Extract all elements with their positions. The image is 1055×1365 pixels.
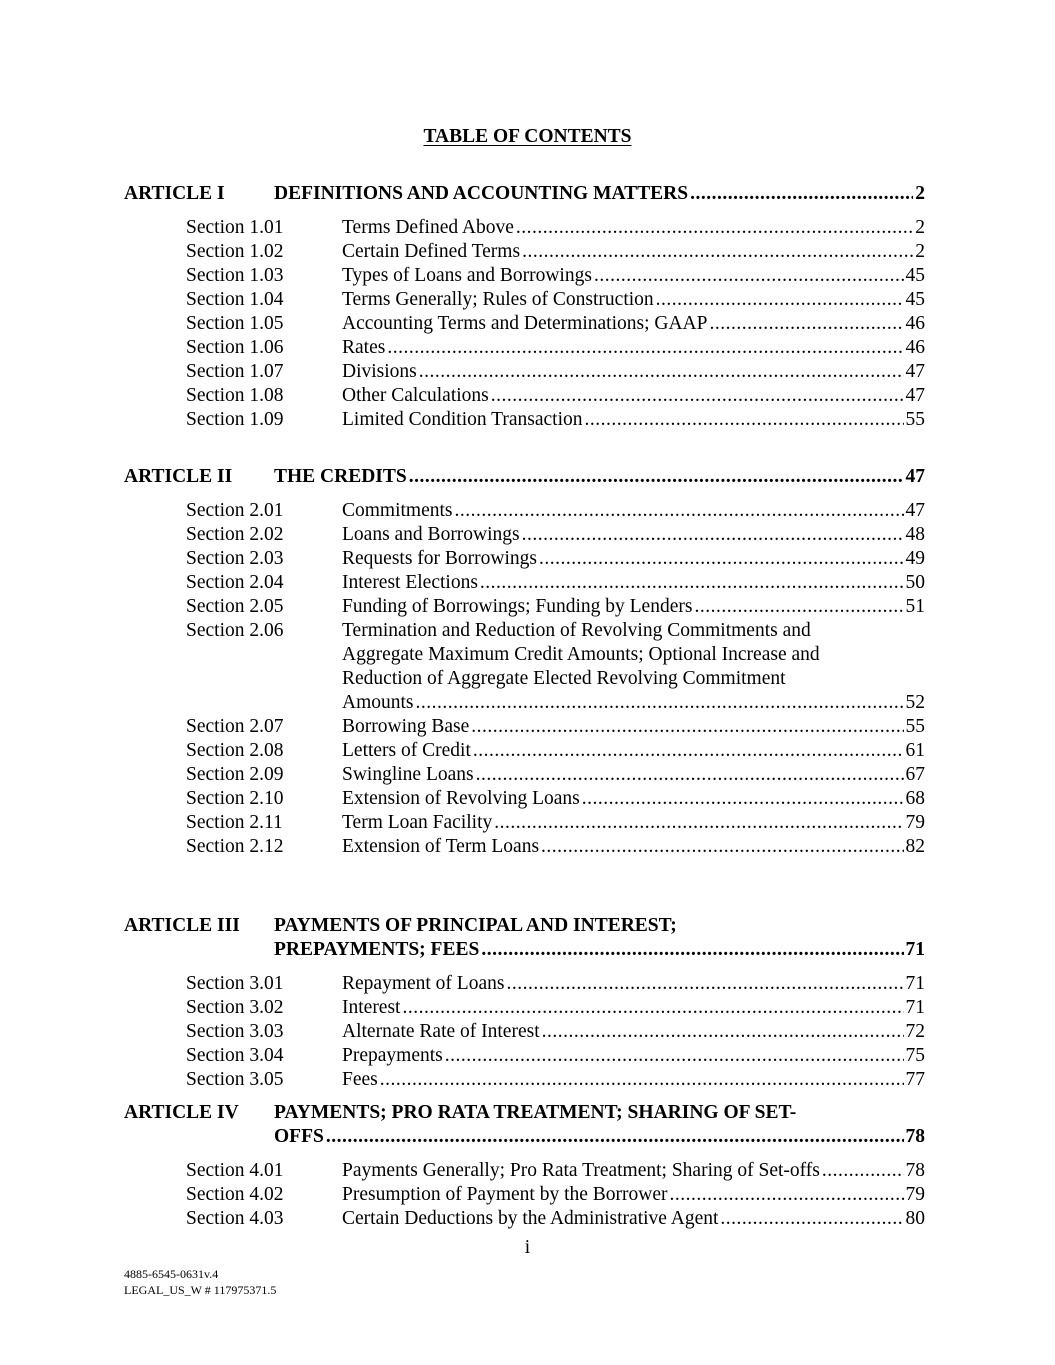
dot-leader: [476, 763, 904, 787]
page-number: 46: [905, 313, 925, 334]
section-title: Accounting Terms and Determinations; GAAP: [342, 313, 708, 334]
dot-leader: [326, 1125, 904, 1149]
page-number: 68: [905, 788, 925, 809]
section-label: Section 4.01: [186, 1160, 284, 1181]
page-number: 46: [905, 337, 925, 358]
toc-section-1-04[interactable]: [186, 288, 925, 312]
dot-leader: [445, 1044, 904, 1068]
article-title-line-2: PREPAYMENTS; FEES: [274, 939, 480, 960]
page-number: 48: [905, 524, 925, 545]
page-number: 78: [905, 1160, 925, 1181]
dot-leader: [402, 996, 903, 1020]
toc-section-1-09[interactable]: [186, 408, 925, 432]
toc-section-1-06[interactable]: [186, 336, 925, 360]
dot-leader: [387, 336, 903, 360]
dot-leader: [720, 1207, 903, 1231]
toc-section-1-07[interactable]: [186, 360, 925, 384]
page-number: 47: [905, 361, 925, 382]
page-number: 79: [905, 1184, 925, 1205]
toc-section-1-08[interactable]: [186, 384, 925, 408]
section-title: Funding of Borrowings; Funding by Lenders: [342, 596, 693, 617]
page-number: 51: [905, 596, 925, 617]
dot-leader: [822, 1159, 904, 1183]
section-label: Section 1.03: [186, 265, 284, 286]
page-number: 2: [915, 217, 925, 238]
section-title: Loans and Borrowings: [342, 524, 520, 545]
page-number: 55: [905, 716, 925, 737]
section-title: Divisions: [342, 361, 417, 382]
page-number: 49: [905, 548, 925, 569]
section-label: Section 2.12: [186, 836, 284, 857]
toc-section-4-03[interactable]: [186, 1207, 925, 1231]
page-number: 80: [905, 1208, 925, 1229]
dot-leader: [380, 1068, 904, 1092]
toc-section-1-02[interactable]: [186, 240, 925, 264]
section-label: Section 3.04: [186, 1045, 284, 1066]
section-label: Section 1.06: [186, 337, 284, 358]
section-label: Section 2.07: [186, 716, 284, 737]
section-title: Requests for Borrowings: [342, 548, 537, 569]
section-label: Section 3.05: [186, 1069, 284, 1090]
dot-leader: [539, 547, 904, 571]
section-title: Certain Defined Terms: [342, 241, 521, 262]
toc-section-2-09[interactable]: [186, 763, 925, 787]
toc-article-1[interactable]: [124, 182, 925, 206]
dot-leader: [491, 384, 904, 408]
page-number: 2: [915, 183, 925, 204]
section-label: Section 2.11: [186, 812, 283, 833]
section-label: Section 4.02: [186, 1184, 284, 1205]
dot-leader: [585, 408, 904, 432]
page-number: 75: [905, 1045, 925, 1066]
toc-section-2-06[interactable]: [186, 619, 925, 643]
section-title: Term Loan Facility: [342, 812, 493, 833]
page-number: 67: [905, 764, 925, 785]
section-label: Section 2.02: [186, 524, 284, 545]
section-title-line-3: Reduction of Aggregate Elected Revolving Commitment: [342, 668, 786, 689]
toc-section-3-05[interactable]: [186, 1068, 925, 1092]
section-title: Payments Generally; Pro Rata Treatment; Sharing of Set-offs: [342, 1160, 820, 1181]
page-number: 45: [905, 289, 925, 310]
section-label: Section 2.06: [186, 620, 284, 641]
section-title: Extension of Term Loans: [342, 836, 540, 857]
page-number: 61: [905, 740, 925, 761]
toc-section-3-01[interactable]: [186, 972, 925, 996]
toc-section-2-11[interactable]: [186, 811, 925, 835]
toc-section-4-02[interactable]: [186, 1183, 925, 1207]
section-title: Extension of Revolving Loans: [342, 788, 580, 809]
dot-leader: [522, 523, 904, 547]
toc-section-1-03[interactable]: [186, 264, 925, 288]
dot-leader: [480, 571, 904, 595]
section-title: Rates: [342, 337, 386, 358]
dot-leader: [656, 288, 904, 312]
section-title: Interest Elections: [342, 572, 478, 593]
section-title: Letters of Credit: [342, 740, 471, 761]
dot-leader: [690, 182, 913, 206]
section-title: Alternate Rate of Interest: [342, 1021, 540, 1042]
page-number: 78: [905, 1126, 925, 1147]
section-title: Types of Loans and Borrowings: [342, 265, 592, 286]
toc-section-2-06-cont: [186, 667, 925, 691]
toc-article-4-cont: [124, 1125, 925, 1149]
toc-section-2-05[interactable]: [186, 595, 925, 619]
section-label: Section 2.09: [186, 764, 284, 785]
article-title: THE CREDITS: [274, 466, 407, 487]
article-label: ARTICLE III: [124, 915, 240, 936]
dot-leader: [542, 1020, 904, 1044]
toc-section-2-06-cont: [186, 691, 925, 715]
toc-title: TABLE OF CONTENTS: [423, 126, 632, 147]
dot-leader: [416, 691, 904, 715]
section-title-line-1: Termination and Reduction of Revolving Commitments and: [342, 620, 811, 641]
section-title: Repayment of Loans: [342, 973, 505, 994]
page-number: 47: [905, 466, 925, 487]
section-label: Section 1.09: [186, 409, 284, 430]
dot-leader: [582, 787, 904, 811]
toc-section-2-04[interactable]: [186, 571, 925, 595]
dot-leader: [494, 811, 903, 835]
toc-article-2[interactable]: [124, 465, 925, 489]
section-title: Borrowing Base: [342, 716, 470, 737]
section-title: Limited Condition Transaction: [342, 409, 583, 430]
section-label: Section 3.02: [186, 997, 284, 1018]
dot-leader: [471, 715, 903, 739]
toc-article-3-cont: [124, 938, 925, 962]
dot-leader: [694, 595, 903, 619]
toc-section-1-01[interactable]: [186, 216, 925, 240]
section-label: Section 3.01: [186, 973, 284, 994]
toc-section-2-02[interactable]: [186, 523, 925, 547]
toc-section-3-02[interactable]: [186, 996, 925, 1020]
toc-section-2-12[interactable]: [186, 835, 925, 859]
page-number: 72: [905, 1021, 925, 1042]
section-title: Interest: [342, 997, 401, 1018]
toc-section-3-04[interactable]: [186, 1044, 925, 1068]
toc-section-2-08[interactable]: [186, 739, 925, 763]
page-number: 2: [915, 241, 925, 262]
toc-section-2-06-cont: [186, 643, 925, 667]
article-title-line-1: PAYMENTS; PRO RATA TREATMENT; SHARING OF SET-: [274, 1102, 797, 1123]
dot-leader: [473, 739, 904, 763]
page-number: 71: [905, 939, 925, 960]
section-label: Section 2.01: [186, 500, 284, 521]
toc-section-2-01[interactable]: [186, 499, 925, 523]
section-title: Certain Deductions by the Administrative Agent: [342, 1208, 719, 1229]
article-title-line-1: PAYMENTS OF PRINCIPAL AND INTEREST;: [274, 915, 677, 936]
section-label: Section 1.04: [186, 289, 284, 310]
toc-section-1-05[interactable]: [186, 312, 925, 336]
section-title: Terms Generally; Rules of Construction: [342, 289, 654, 310]
dot-leader: [670, 1183, 904, 1207]
dot-leader: [594, 264, 904, 288]
section-title: Terms Defined Above: [342, 217, 514, 238]
toc-section-2-10[interactable]: [186, 787, 925, 811]
footer-legal-id: LEGAL_US_W # 117975371.5: [124, 1283, 277, 1297]
page-number: 47: [905, 500, 925, 521]
dot-leader: [455, 499, 904, 523]
page-number: 71: [905, 973, 925, 994]
section-title-line-4: Amounts: [342, 692, 414, 713]
section-label: Section 1.07: [186, 361, 284, 382]
dot-leader: [419, 360, 904, 384]
section-title: Commitments: [342, 500, 453, 521]
dot-leader: [709, 312, 903, 336]
section-label: Section 3.03: [186, 1021, 284, 1042]
article-label: ARTICLE IV: [124, 1102, 239, 1123]
page-number: 77: [905, 1069, 925, 1090]
page-number: 52: [905, 692, 925, 713]
toc-section-3-03[interactable]: [186, 1020, 925, 1044]
page-number: 50: [905, 572, 925, 593]
page-number: 47: [905, 385, 925, 406]
page-number: 82: [905, 836, 925, 857]
dot-leader: [481, 938, 903, 962]
section-title: Swingline Loans: [342, 764, 474, 785]
section-title: Fees: [342, 1069, 378, 1090]
dot-leader: [409, 465, 904, 489]
footer-doc-id: 4885-6545-0631v.4: [124, 1267, 219, 1281]
section-label: Section 2.08: [186, 740, 284, 761]
toc-section-2-07[interactable]: [186, 715, 925, 739]
section-label: Section 2.03: [186, 548, 284, 569]
page-number-footer: i: [524, 1237, 531, 1258]
toc-section-4-01[interactable]: [186, 1159, 925, 1183]
dot-leader: [541, 835, 903, 859]
section-label: Section 2.04: [186, 572, 284, 593]
section-label: Section 1.08: [186, 385, 284, 406]
page-number: 55: [905, 409, 925, 430]
section-title: Other Calculations: [342, 385, 489, 406]
toc-article-3[interactable]: [124, 914, 925, 938]
article-label: ARTICLE I: [124, 183, 225, 204]
section-label: Section 1.05: [186, 313, 284, 334]
section-label: Section 4.03: [186, 1208, 284, 1229]
article-label: ARTICLE II: [124, 466, 233, 487]
dot-leader: [522, 240, 913, 264]
section-label: Section 2.05: [186, 596, 284, 617]
toc-section-2-03[interactable]: [186, 547, 925, 571]
article-title-line-2: OFFS: [274, 1126, 324, 1147]
section-label: Section 1.01: [186, 217, 284, 238]
article-title: DEFINITIONS AND ACCOUNTING MATTERS: [274, 183, 689, 204]
dot-leader: [506, 972, 903, 996]
section-title-line-2: Aggregate Maximum Credit Amounts; Optional Increase and: [342, 644, 820, 665]
page-number: 71: [905, 997, 925, 1018]
page-number: 45: [905, 265, 925, 286]
section-title: Presumption of Payment by the Borrower: [342, 1184, 668, 1205]
dot-leader: [516, 216, 913, 240]
section-label: Section 1.02: [186, 241, 284, 262]
page-number: 79: [905, 812, 925, 833]
section-label: Section 2.10: [186, 788, 284, 809]
section-title: Prepayments: [342, 1045, 443, 1066]
toc-article-4[interactable]: [124, 1101, 925, 1125]
